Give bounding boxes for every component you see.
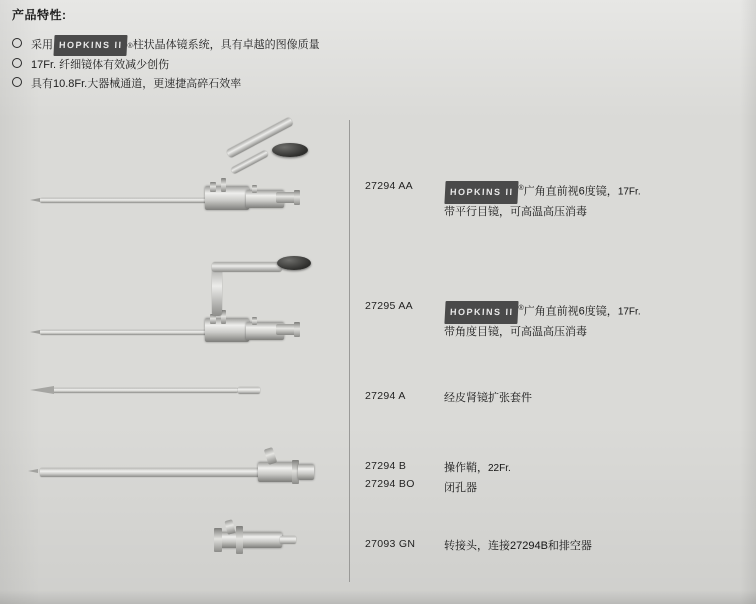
hopkins-logo: HOPKINS II (53, 35, 127, 56)
description-text: 带平行目镜，可高温高压消毒 (444, 206, 587, 218)
features-title: 产品特性: (12, 8, 67, 22)
feature-item (12, 35, 432, 56)
product-description-line (444, 458, 511, 479)
product-description-line (444, 202, 587, 223)
product-illustration-27295aa (0, 250, 340, 360)
bullet-ring-icon (12, 77, 22, 87)
description-text: 广角直前视6度镜， (523, 305, 618, 318)
feature-text-pre: 采用 (31, 39, 53, 51)
column-divider (349, 120, 350, 582)
bullet-ring-icon (12, 38, 22, 48)
size-text: 17Fr. (617, 186, 641, 198)
size-text: 22Fr. (488, 463, 511, 474)
product-description-line (444, 536, 592, 557)
product-code-secondary: 27294 BO (365, 478, 415, 490)
product-code: 27294 AA (365, 180, 413, 192)
description-text: 经皮肾镜扩张套件 (444, 392, 532, 404)
feature-text-pre: 具有10.8Fr.大器械通道，更速捷高碎石效率 (31, 78, 242, 90)
description-text: 广角直前视6度镜， (523, 185, 618, 198)
features-section (12, 6, 432, 94)
feature-item (12, 56, 432, 75)
product-description-line (444, 178, 641, 204)
product-illustration-27294b (0, 440, 340, 500)
product-code: 27294 B (365, 460, 407, 472)
description-text: 带角度目镜，可高温高压消毒 (444, 326, 587, 338)
size-text: 17Fr. (617, 306, 641, 318)
product-description-line (444, 388, 532, 409)
product-code: 27093 GN (365, 538, 416, 550)
feature-text-post: 柱状晶体镜系统，具有卓越的图像质量 (132, 39, 320, 51)
bullet-ring-icon (12, 58, 22, 68)
hopkins-logo: HOPKINS II (444, 301, 518, 324)
product-illustration-27093gn (0, 510, 340, 560)
product-code: 27295 AA (365, 300, 413, 312)
page-bottom-shadow (0, 590, 756, 604)
registered-mark: ® (127, 43, 133, 50)
registered-mark: ® (518, 185, 524, 192)
feature-text-pre: 17Fr. 纤细镜体有效减少创伤 (31, 59, 170, 71)
feature-item (12, 75, 432, 94)
product-description-line (444, 478, 477, 499)
product-illustration-27294aa (0, 140, 340, 240)
page-right-shadow (740, 0, 756, 604)
registered-mark: ® (518, 305, 524, 312)
product-description-line (444, 322, 587, 343)
description-text: 转接头，连接27294B和排空器 (444, 540, 592, 552)
hopkins-logo: HOPKINS II (444, 181, 518, 204)
product-code: 27294 A (365, 390, 406, 402)
description-text: 操作鞘， (444, 462, 488, 474)
product-description-line (444, 298, 641, 324)
product-illustration-27294a (0, 370, 340, 410)
description-text: 闭孔器 (444, 482, 477, 494)
